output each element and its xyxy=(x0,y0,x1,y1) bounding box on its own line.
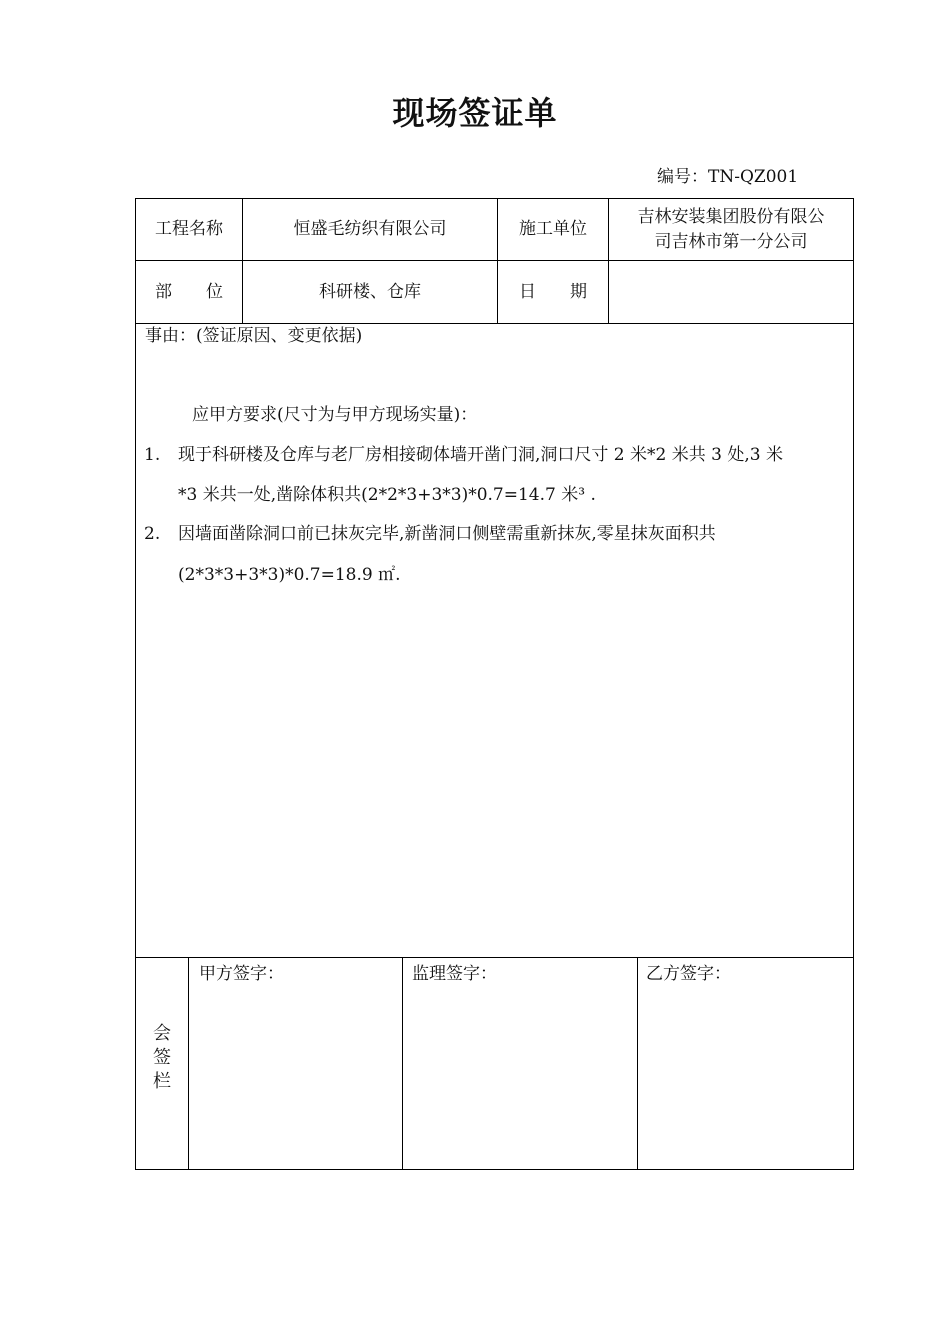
supervisor-signature-label: 监理签字： xyxy=(412,964,497,984)
reason-intro: 应甲方要求(尺寸为与甲方现场实量)： xyxy=(192,405,478,425)
col-divider xyxy=(402,957,403,1170)
project-name-label: 工程名称 xyxy=(155,219,223,239)
page-title: 现场签证单 xyxy=(392,94,558,132)
col-divider xyxy=(188,957,189,1170)
contractor-value-line2: 司吉林市第一分公司 xyxy=(654,231,808,252)
project-name-value: 恒盛毛纺织有限公司 xyxy=(293,219,447,239)
location-value: 科研楼、仓库 xyxy=(319,281,421,302)
item-line: *3 米共一处,凿除体积共(2*2*3+3*3)*0.7=14.7 米³ . xyxy=(178,485,596,505)
signoff-section-label xyxy=(136,1022,188,1094)
item-line: 现于科研楼及仓库与老厂房相接砌体墙开凿门洞,洞口尺寸 2 米*2 米共 3 处,3 米 xyxy=(178,445,783,465)
party-b-signature-label: 乙方签字： xyxy=(646,964,731,984)
contractor-value-line1: 吉林安装集团股份有限公 xyxy=(637,206,825,227)
date-label: 日 期 xyxy=(519,281,587,302)
serial-number: 编号：TN-QZ001 xyxy=(657,167,799,187)
contractor-value xyxy=(609,199,853,260)
signoff-char: 会 xyxy=(153,1023,171,1044)
date-value xyxy=(609,261,853,323)
location-label: 部 位 xyxy=(155,281,223,302)
party-a-signature-label: 甲方签字： xyxy=(199,964,284,984)
signoff-char: 签 xyxy=(153,1047,171,1068)
contractor-label: 施工单位 xyxy=(519,219,587,239)
item-line: 因墙面凿除洞口前已抹灰完毕,新凿洞口侧壁需重新抹灰,零星抹灰面积共 xyxy=(178,524,716,544)
col-divider xyxy=(637,957,638,1170)
reason-heading: 事由：(签证原因、变更依据) xyxy=(145,326,363,346)
item-number: 1. xyxy=(144,445,161,465)
item-line: (2*3*3+3*3)*0.7=18.9 ㎡. xyxy=(178,565,401,585)
signoff-char: 栏 xyxy=(153,1071,171,1092)
item-number: 2. xyxy=(144,524,161,544)
row-divider xyxy=(135,957,854,958)
